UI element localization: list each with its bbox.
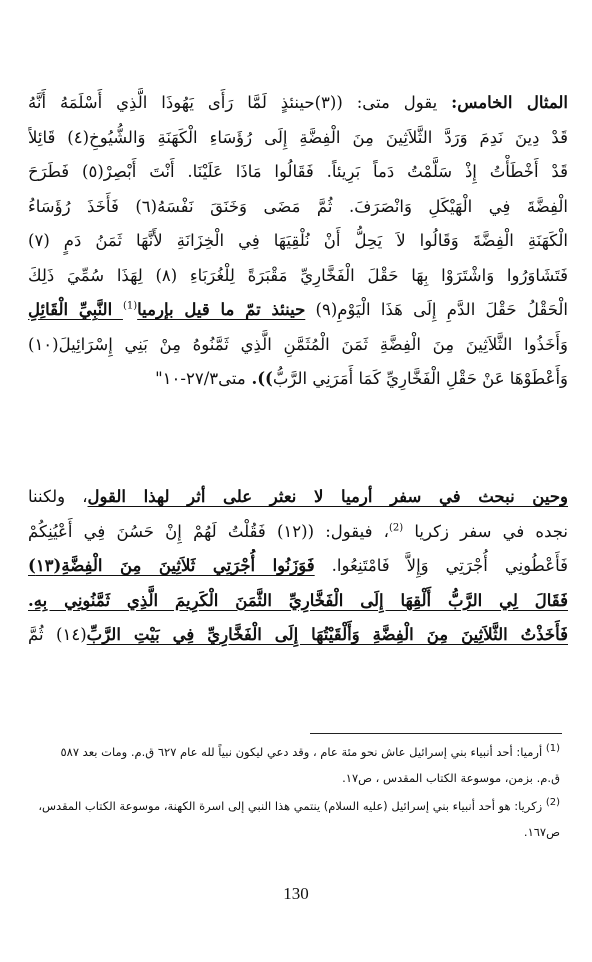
- text-line: الْكَهَنَةِ الْفِضَّةَ وَقَالُوا لاَ يَحِلُّ أَنْ نُلْقِيَهَا فِي الْخِزَانَةِ لأَنَّهَا ثَمَنُ دَمٍ (٧): [28, 231, 568, 250]
- text-line: قَدْ دِينَ نَدِمَ وَرَدَّ الثَّلاَثِينَ مِنَ الْفِضَّةِ إِلَى رُؤَسَاءِ الْكَهَنَةِ وَالشُّيُوخِ(٤) قَائِلاً: [28, 127, 568, 147]
- underlined-phrase: حينئذ تمّ ما قيل بإرميا: [137, 300, 306, 319]
- page-number: 130: [283, 884, 309, 903]
- footnote-1: $^{(1)}$ أرميا: أحد أنبياء بني إسرائيل عاش نحو مئة عام ، وقد دعي ليكون نبياً لله عام ٦٢٧ ق.م. ومات بعد ٥٨٧ ق.م. بزمن، موسوعة الكتاب المقدس ، ص١٧.: [60, 743, 560, 785]
- text-line: نجده في سفر زكريا $^{(2)}$، فيقول: ((١٢) فَقُلْتُ لَهُمْ إِنْ حَسُنَ فِي أَعْيُنِكُمْ: [28, 521, 568, 541]
- text-line: فَتَشَاوَرُوا وَاشْتَرَوْا بِهَا حَقْلَ الْفَخَّارِيِّ مَقْبَرَةً لِلْغُرَبَاءِ (٨) لِهَذَا سُمِّيَ ذَلِكَ: [28, 265, 568, 285]
- underlined-phrase: وحين نبحث في سفر أرميا لا نعثر على أثر لهذا القول: [87, 487, 568, 506]
- text-line: قَدْ أَخْطَأْتُ إِذْ سَلَّمْتُ دَماً بَرِيئاً. فَقَالُوا مَاذَا عَلَيْنَا. أَنْتَ أَبْصِرْ(٥) فَطَرَحَ: [28, 162, 568, 181]
- footnote-divider: [310, 733, 562, 734]
- footnote-ref-1: (1): [122, 300, 138, 312]
- footnote-marker: (2): [545, 797, 560, 809]
- text-line: فَأَخَذْتُ الثَّلاَثِينَ مِنَ الْفِضَّةِ وَأَلْقَيْتُهَا إِلَى الْفَخَّارِيِّ فِي بَيْتِ الرَّبِّ(١٤) ثُمَّ: [28, 625, 568, 644]
- text-line: الْفِضَّةَ فِي الْهَيْكَلِ وَانْصَرَفَ. ثُمَّ مَضَى وَخَنَقَ نَفْسَهُ(٦) فَأَخَذَ رُؤَسَاءُ: [28, 196, 568, 216]
- search-paragraph: [28, 480, 568, 653]
- text-line: فَقَالَ لِي الرَّبُّ أَلْقِهَا إِلَى الْفَخَّارِيِّ الثَّمَنَ الْكَرِيمَ الَّذِي ثَمَّنُونِي بِهِ.: [28, 590, 568, 610]
- text-line: فَأَعْطُونِي أُجْرَتِي وَإِلاَّ فَامْتَنِعُوا. فَوَزَنُوا أُجْرَتِي ثَلاَثِينَ مِنَ الْفِضَّةِ(١٣): [28, 556, 568, 575]
- footnote-marker: (1): [545, 743, 560, 755]
- text-line: المثال الخامس: يقول متى: ((٣)حينئذٍ لَمَّا رَأَى يَهُوذَا الَّذِي أَسْلَمَهُ أَنَّهُ: [28, 93, 568, 112]
- text-line: وحين نبحث في سفر أرميا لا نعثر على أثر لهذا القول، ولكننا: [28, 487, 568, 506]
- text-line: وَأَخَذُوا الثَّلاَثِينَ مِنَ الْفِضَّةِ ثَمَنَ الْمُثَمَّنِ الَّذِي ثَمَّنُوهُ مِنْ بَنِي إِسْرَائِيلَ(١٠): [28, 334, 568, 354]
- footnote-2: $^{(2)}$ زكريا: هو أحد أنبياء بني إسرائيل (عليه السلام) ينتمي هذا النبي إلى اسرة الكهنة، موسوعة الكتاب المقدس، ص١٦٧.: [38, 797, 560, 839]
- text-line: وَأَعْطَوْهَا عَنْ حَقْلِ الْفَخَّارِيِّ كَمَا أَمَرَنِي الرَّبُّ)). متى٢٧/٣-١٠": [155, 369, 568, 388]
- underlined-phrase: فَأَخَذْتُ الثَّلاَثِينَ مِنَ الْفِضَّةِ وَأَلْقَيْتُهَا إِلَى الْفَخَّارِيِّ فِي بَيْتِ الرَّبِّ: [86, 625, 568, 644]
- example-heading: المثال الخامس:: [451, 93, 568, 112]
- text-line: الْحَقْلُ حَقْلَ الدَّمِ إِلَى هَذَا الْيَوْمِ(٩) حينئذ تمّ ما قيل بإرميا$^{(1)}$ النَّبِيِّ الْقَائِلِ: [28, 300, 568, 319]
- footnote-ref-2: (2): [389, 522, 404, 533]
- verse-reference: متى٢٧/٣-١٠": [155, 369, 246, 388]
- example-five-paragraph: [28, 86, 568, 397]
- underlined-phrase: فَوَزَنُوا أُجْرَتِي ثَلاَثِينَ مِنَ الْفِضَّةِ(١٣): [28, 556, 315, 575]
